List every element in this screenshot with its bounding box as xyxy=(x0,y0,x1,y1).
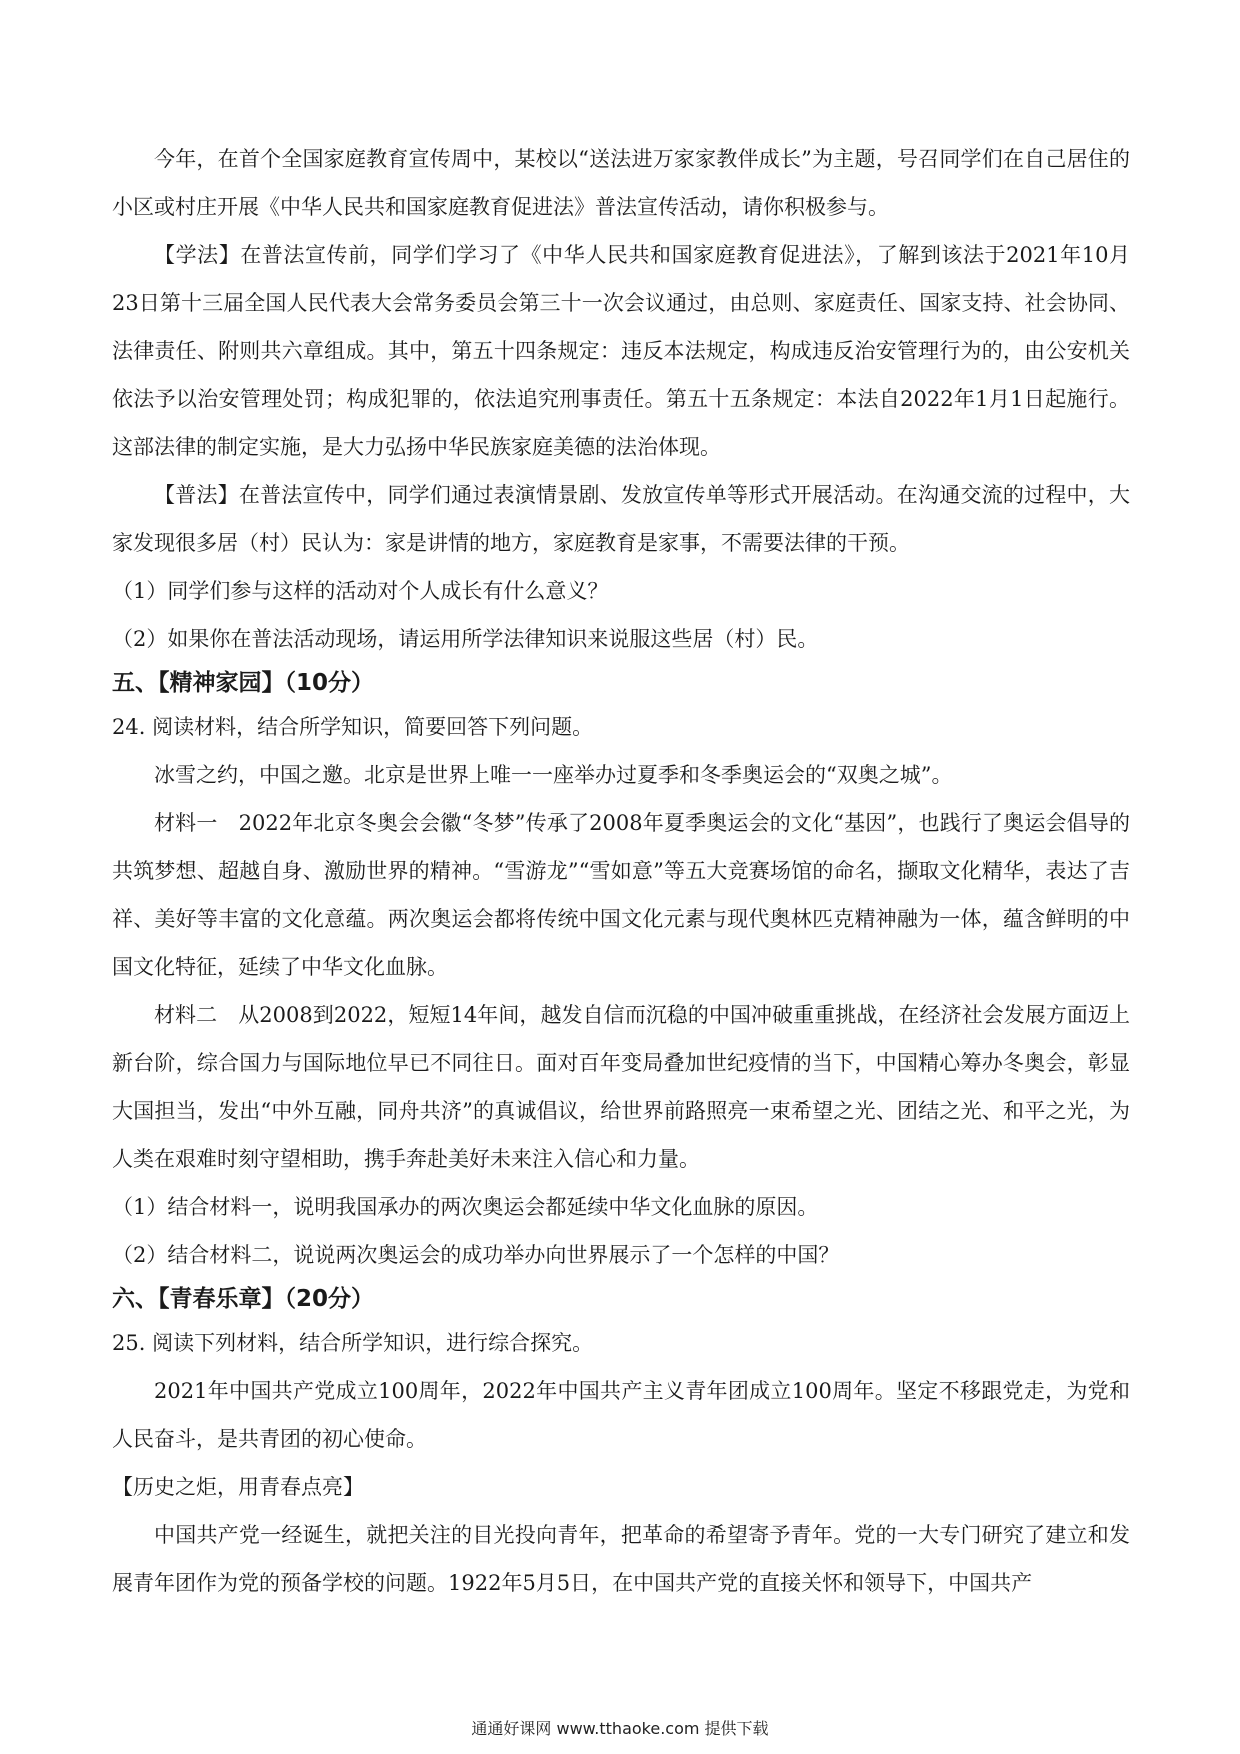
question-24-lead: 冰雪之约，中国之邀。北京是世界上唯一一座举办过夏季和冬季奥运会的“双奥之城”。 xyxy=(154,763,953,787)
question-23-2: （2）如果你在普法活动现场，请运用所学法律知识来说服这些居（村）民。 xyxy=(112,627,819,651)
page-content xyxy=(112,135,1130,1607)
question-23-1: （1）同学们参与这样的活动对个人成长有什么意义？ xyxy=(112,579,609,603)
history-torch-subheading: 【历史之炬，用青春点亮】 xyxy=(112,1475,364,1499)
history-torch-text: 中国共产党一经诞生，就把关注的目光投向青年，把革命的希望寄予青年。党的一大专门研究了建立和发展青年团作为党的预备学校的问题。1922年5月5日，在中国共产党的直接关怀和领导下，中国共产 xyxy=(112,1523,1130,1595)
question-24-1: （1）结合材料一，说明我国承办的两次奥运会都延续中华文化血脉的原因。 xyxy=(112,1195,819,1219)
material-2: 材料二 从2008到2022，短短14年间，越发自信而沉稳的中国冲破重重挑战，在经济社会发展方面迈上新台阶，综合国力与国际地位早已不同往日。面对百年变局叠加世纪疫情的当下，中国精心筹办冬奥会，彰显大国担当，发出“中外互融，同舟共济”的真诚倡议，给世界前路照亮一束希望之光、团结之光、和平之光，为人类在艰难时刻守望相助，携手奔赴美好未来注入信心和力量。 xyxy=(112,1003,1130,1171)
question-24-prompt: 24. 阅读材料，结合所学知识，简要回答下列问题。 xyxy=(112,715,594,739)
question-25-prompt: 25. 阅读下列材料，结合所学知识，进行综合探究。 xyxy=(112,1331,594,1355)
section-5-heading: 五、【精神家园】（10分） xyxy=(112,670,375,696)
spread-law-paragraph: 【普法】在普法宣传中，同学们通过表演情景剧、发放宣传单等形式开展活动。在沟通交流的过程中，大家发现很多居（村）民认为：家是讲情的地方，家庭教育是家事，不需要法律的干预。 xyxy=(112,483,1130,555)
question-24-2: （2）结合材料二，说说两次奥运会的成功举办向世界展示了一个怎样的中国？ xyxy=(112,1243,840,1267)
learn-law-paragraph: 【学法】在普法宣传前，同学们学习了《中华人民共和国家庭教育促进法》，了解到该法于2021年10月23日第十三届全国人民代表大会常务委员会第三十一次会议通过，由总则、家庭责任、国家支持、社会协同、法律责任、附则共六章组成。其中，第五十四条规定：违反本法规定，构成违反治安管理行为的，由公安机关依法予以治安管理处罚；构成犯罪的，依法追究刑事责任。第五十五条规定：本法自2022年1月1日起施行。这部法律的制定实施，是大力弘扬中华民族家庭美德的法治体现。 xyxy=(112,243,1130,459)
question-25-lead: 2021年中国共产党成立100周年，2022年中国共产主义青年团成立100周年。坚定不移跟党走，为党和人民奋斗，是共青团的初心使命。 xyxy=(112,1379,1130,1451)
section-6-heading: 六、【青春乐章】（20分） xyxy=(112,1286,375,1312)
download-footer: 通通好课网 www.tthaoke.com 提供下载 xyxy=(471,1719,769,1738)
intro-paragraph-1: 今年，在首个全国家庭教育宣传周中，某校以“送法进万家家教伴成长”为主题，号召同学们在自己居住的小区或村庄开展《中华人民共和国家庭教育促进法》普法宣传活动，请你积极参与。 xyxy=(112,147,1130,219)
material-1: 材料一 2022年北京冬奥会会徽“冬梦”传承了2008年夏季奥运会的文化“基因”，也践行了奥运会倡导的共筑梦想、超越自身、激励世界的精神。“雪游龙”“雪如意”等五大竞赛场馆的命名，撷取文化精华，表达了吉祥、美好等丰富的文化意蕴。两次奥运会都将传统中国文化元素与现代奥林匹克精神融为一体，蕴含鲜明的中国文化特征，延续了中华文化血脉。 xyxy=(112,811,1130,979)
